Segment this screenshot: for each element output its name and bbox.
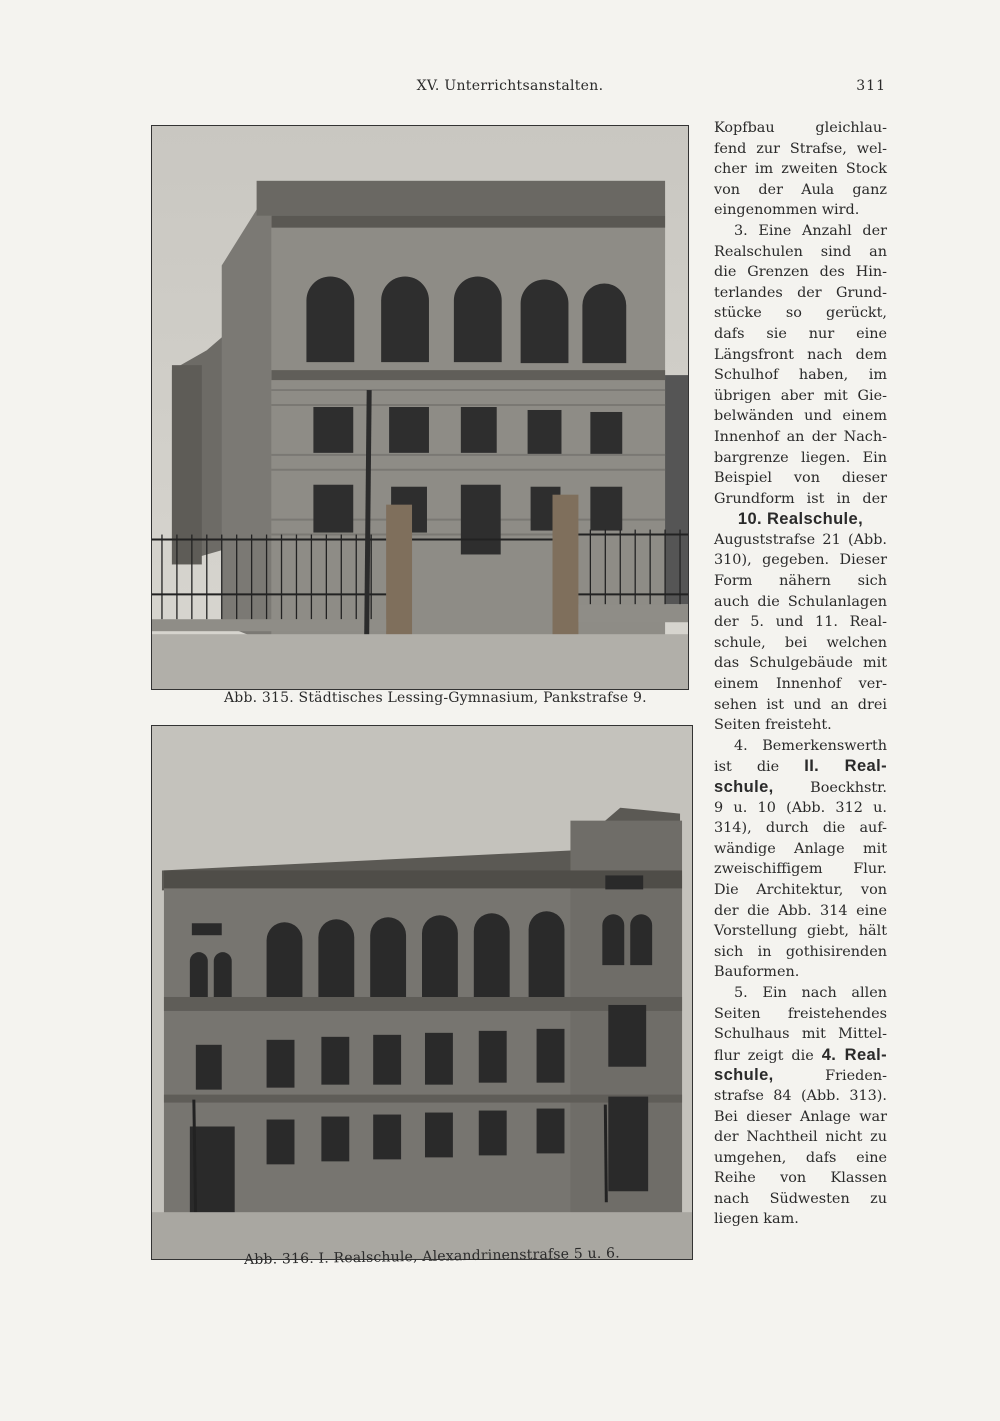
text-run: strafse 84 (Abb. 313). [714, 1087, 887, 1104]
text-line [714, 262, 887, 283]
text-run: 314), durch die auf- [714, 820, 887, 837]
text-line [714, 756, 887, 777]
text-line [714, 550, 887, 571]
text-line [714, 365, 887, 386]
text-line [714, 283, 887, 304]
text-line [714, 1148, 887, 1169]
text-line [714, 983, 887, 1004]
text-run: bargrenze liegen. Ein [714, 449, 887, 466]
text-run: dafs sie nur eine [714, 325, 887, 342]
text-run: Kopfbau gleichlau- [714, 120, 887, 136]
text-run: Form nähern sich [714, 573, 887, 590]
text-line [714, 901, 887, 922]
figure-realschule-photo [151, 725, 693, 1260]
text-line [714, 200, 887, 221]
text-run: Längsfront nach dem [714, 346, 887, 363]
bold-heading-run: II. Real- [804, 757, 887, 776]
text-line [714, 777, 887, 798]
text-run: auch die Schulanlagen [714, 593, 887, 610]
text-run: ist die [714, 759, 780, 776]
text-line [714, 180, 887, 201]
text-run: Realschulen sind an [714, 243, 887, 260]
text-run: Vorstellung giebt, hält [714, 923, 887, 940]
text-line [714, 592, 887, 613]
text-line [714, 345, 887, 366]
text-run: Frieden- [825, 1068, 887, 1085]
text-line [714, 880, 887, 901]
bold-heading-run: 4. Real- [821, 1045, 887, 1064]
text-run: stücke so gerückt, [714, 305, 887, 322]
text-line [714, 118, 887, 139]
text-run: Boeckhstr. [810, 780, 887, 796]
bold-heading-run: schule, [714, 1066, 774, 1085]
text-run: Schulhof haben, im [714, 367, 887, 384]
text-run: flur zeigt die [714, 1047, 814, 1064]
text-run: nach Südwesten zu [714, 1190, 887, 1207]
text-line [714, 1189, 887, 1210]
text-run: übrigen aber mit Gie- [714, 387, 887, 404]
text-line [714, 1024, 887, 1045]
text-run: Reihe von Klassen [714, 1170, 887, 1187]
text-run: Bauformen. [714, 964, 800, 981]
text-run: Beispiel von dieser [714, 470, 887, 487]
text-line [714, 386, 887, 407]
text-run: einem Innenhof ver- [714, 676, 887, 693]
text-run: liegen kam. [714, 1211, 799, 1228]
text-run: Bei dieser Anlage war [714, 1108, 887, 1125]
text-line [714, 1065, 887, 1086]
text-run: der die Abb. 314 eine [714, 902, 887, 919]
text-run: terlandes der Grund- [714, 284, 887, 301]
text-run: das Schulgebäude mit [714, 655, 887, 672]
text-run: sich in gothisirenden [714, 943, 887, 960]
text-line [714, 695, 887, 716]
text-line [714, 921, 887, 942]
text-line [714, 818, 887, 839]
text-run: Auguststrafse 21 (Abb. [714, 531, 887, 548]
text-line [714, 1168, 887, 1189]
text-run: Die Architektur, von [714, 881, 887, 898]
text-line [714, 468, 887, 489]
text-run: Grundform ist in der [714, 490, 887, 507]
text-line [714, 324, 887, 345]
text-run: eingenommen wird. [714, 202, 860, 219]
text-line [714, 1004, 887, 1025]
running-header: XV. Unterrichtsanstalten. [416, 78, 604, 94]
text-run: der Nachtheil nicht zu [714, 1129, 887, 1146]
text-line [714, 509, 887, 530]
text-line [714, 1209, 887, 1230]
text-line [714, 859, 887, 880]
text-line [714, 489, 887, 510]
text-line [714, 674, 887, 695]
text-line [714, 1127, 887, 1148]
text-line [714, 427, 887, 448]
text-run: 310), gegeben. Dieser [714, 552, 887, 569]
text-run: umgehen, dafs eine [714, 1149, 887, 1166]
text-run: der 5. und 11. Real- [714, 614, 887, 631]
text-line [714, 715, 887, 736]
text-run: 4. Bemerkenswerth [734, 737, 887, 754]
text-run: Schulhaus mit Mittel- [714, 1026, 887, 1043]
text-line [714, 612, 887, 633]
text-line [714, 221, 887, 242]
figure-caption: Abb. 315. Städtisches Lessing-Gymnasium, Pankstrafse 9. [224, 690, 647, 706]
text-run: fend zur Strafse, wel- [714, 140, 887, 157]
text-run: 9 u. 10 (Abb. 312 u. [714, 799, 887, 816]
text-run: 3. Eine Anzahl der [734, 222, 887, 239]
text-run: Seiten freisteht. [714, 717, 832, 734]
text-line [714, 571, 887, 592]
text-run: wändige Anlage mit [714, 840, 887, 857]
text-line [714, 303, 887, 324]
text-line [714, 159, 887, 180]
text-line [714, 1107, 887, 1128]
text-run: Innenhof an der Nach- [714, 428, 887, 445]
text-line [714, 736, 887, 757]
text-run: cher im zweiten Stock [714, 161, 887, 178]
text-run: 5. Ein nach allen [734, 984, 887, 1001]
text-line [714, 242, 887, 263]
figure-lessing-gymnasium-photo [151, 125, 689, 690]
text-run: Seiten freistehendes [714, 1005, 887, 1022]
text-line [714, 1045, 887, 1066]
page-number: 311 [856, 78, 886, 94]
body-text-column [714, 118, 887, 1230]
text-run: belwänden und einem [714, 408, 887, 425]
text-run: sehen ist und an drei [714, 696, 887, 713]
text-line [714, 798, 887, 819]
bold-heading-run: 10. Realschule, [737, 510, 864, 529]
text-line [714, 1086, 887, 1107]
text-line [714, 530, 887, 551]
text-line [714, 653, 887, 674]
text-line [714, 839, 887, 860]
text-run: von der Aula ganz [714, 181, 887, 198]
bold-heading-run: schule, [714, 778, 774, 796]
figure-caption: Abb. 316. I. Realschule, Alexandrinenstrafse 5 u. 6. [243, 1245, 621, 1268]
text-line [714, 633, 887, 654]
text-line [714, 139, 887, 160]
text-line [714, 962, 887, 983]
text-run: die Grenzen des Hin- [714, 264, 887, 281]
text-run: zweischiffigem Flur. [714, 861, 887, 878]
text-line [714, 942, 887, 963]
text-line [714, 406, 887, 427]
text-line [714, 448, 887, 469]
text-run: schule, bei welchen [714, 634, 887, 651]
